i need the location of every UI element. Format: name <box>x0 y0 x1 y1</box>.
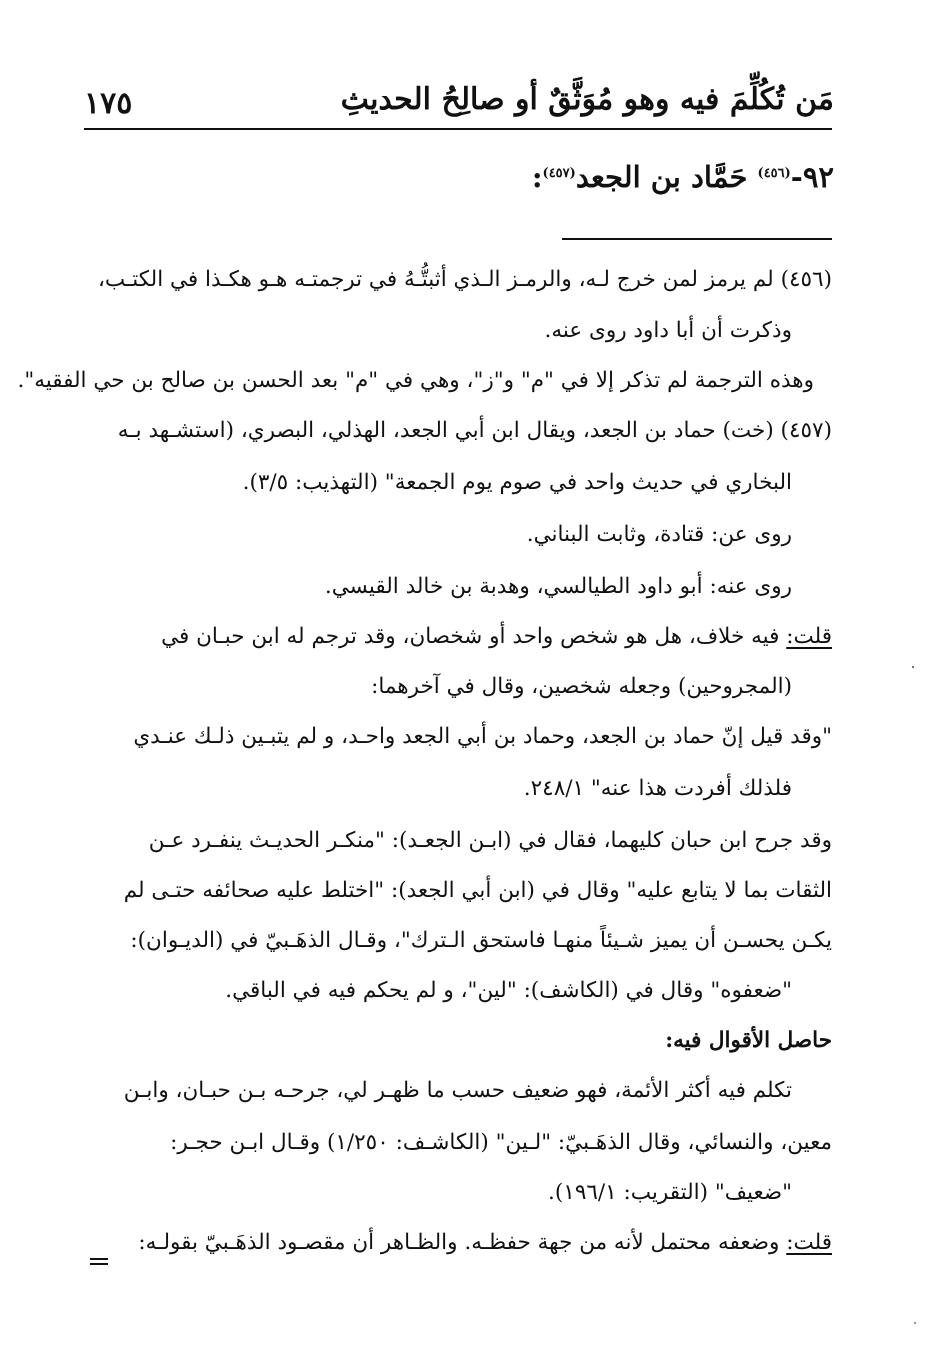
narrated-from: روى عن: قتادة، وثابت البناني. <box>526 522 792 547</box>
footnote-ref-457: (٤٥٧) <box>542 166 576 181</box>
quote-line-2: فلذلك أفردت هذا عنه" ٢٤٨/١. <box>523 776 792 801</box>
qult-label: قلت: <box>786 624 832 649</box>
running-title: مَن تُكُلِّمَ فيه وهو مُوَثَّقٌ أو صالِحُ الحديثِ <box>340 82 834 117</box>
jarh-line-2: الثقات بما لا يتابع عليه" وقال في (ابن أبي الجعد): "اختلط عليه صحائفه حتـى لم <box>123 878 832 903</box>
footnote-457-line-1: (٤٥٧) (خت) حماد بن الجعد، ويقال ابن أبي الجعد، الهذلي، البصري، (استشـهد بـه <box>117 418 832 443</box>
quote-line-1: "وقد قيل إنّ حماد بن الجعد، وحماد بن أبي الجعد واحـد، و لم يتبـين ذلـك عنـدي <box>133 724 832 749</box>
jarh-line-4: "ضعفوه" وقال في (الكاشف): "لين"، و لم يحكم فيه في الباقي. <box>225 978 792 1003</box>
footnote-ref-456: (٤٥٦) <box>757 166 791 181</box>
qult-label: قلت: <box>786 1230 832 1255</box>
jarh-line-1: وقد جرح ابن حبان كليهما، فقال في (ابـن الجعـد): "منكـر الحديـث ينفـرد عـن <box>148 828 832 853</box>
footnote-separator <box>562 238 832 240</box>
narrated-by: روى عنه: أبو داود الطيالسي، وهدبة بن خالد القيسي. <box>324 574 792 599</box>
summary-heading: حاصل الأقوال فيه: <box>665 1028 832 1053</box>
continuation-mark <box>90 1258 108 1265</box>
header-rule <box>84 128 832 130</box>
qult-paragraph-2 <box>138 1230 832 1256</box>
scan-speck <box>912 666 914 668</box>
qult-paragraph-1-line-2: (المجروحين) وجعله شخصين، وقال في آخرهما: <box>371 674 792 699</box>
footnote-457-line-2: البخاري في حديث واحد في صوم يوم الجمعة" (التهذيب: ٣/٥). <box>242 470 792 495</box>
summary-line-1: تكلم فيه أكثر الأئمة، فهو ضعيف حسب ما ظهـر لي، جرحـه بـن حبـان، وابـن <box>123 1078 792 1103</box>
footnote-456-line-3: وهذه الترجمة لم تذكر إلا في "م" و"ز"، وهي في "م" بعد الحسن بن صالح بن حي الفقيه". <box>17 368 814 393</box>
scan-speck <box>914 1322 916 1324</box>
entry-dash: - <box>790 160 803 194</box>
narrator-name: حَمَّاد بن الجعد <box>575 160 748 194</box>
qult-paragraph-1-line-1 <box>161 624 832 650</box>
entry-colon: : <box>531 160 543 194</box>
jarh-line-3: يكـن يحسـن أن يميز شـيئاً منهـا فاستحق الـترك"، وقـال الذهَـبيّ في (الديـوان): <box>130 928 832 953</box>
summary-line-3: "ضعيف" (التقريب: ١٩٦/١). <box>548 1180 792 1205</box>
entry-number: ٩٢ <box>802 160 834 194</box>
footnote-456-line-2: وذكرت أن أبا داود روى عنه. <box>544 318 792 343</box>
entry-heading <box>532 160 834 194</box>
qult-text: فيه خلاف، هل هو شخص واحد أو شخصان، وقد ترجم له ابن حبـان في <box>161 624 780 649</box>
footnote-456-line-1: (٤٥٦) لم يرمز لمن خرج لـه، والرمـز الـذي أثبتُّـهُ في ترجمتـه هـو هكـذا في الكتـب، <box>97 267 832 292</box>
qult-text: وضعفه محتمل لأنه من جهة حفظـه. والظـاهر أن مقصـود الذهَـبيّ بقولـه: <box>138 1230 780 1255</box>
summary-line-2: معين، والنسائي، وقال الذهَـبيّ: "لـين" (الكاشـف: ١/٢٥٠) وقـال ابـن حجـر: <box>170 1130 832 1155</box>
page-number: ١٧٥ <box>84 86 133 121</box>
